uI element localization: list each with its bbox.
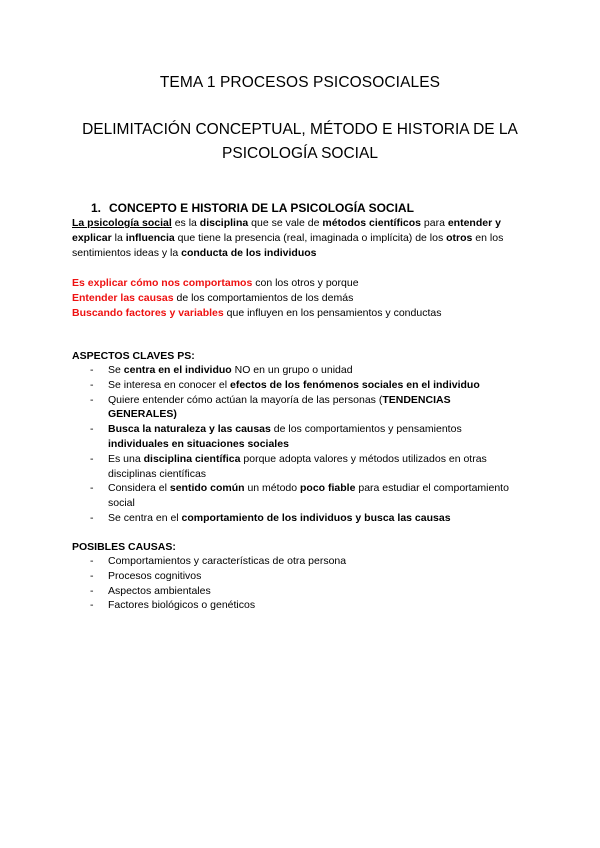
text-run: NO en un grupo o unidad bbox=[231, 364, 353, 376]
list-item-text: Aspectos ambientales bbox=[108, 584, 211, 597]
term-entender: entender y explicar bbox=[72, 217, 501, 244]
text-run: es la bbox=[171, 217, 200, 229]
bold-run: poco fiable bbox=[300, 482, 356, 495]
goals-block bbox=[72, 276, 441, 321]
causas-heading: POSIBLES CAUSAS: bbox=[72, 541, 176, 553]
list-item-text: Procesos cognitivos bbox=[108, 569, 202, 582]
text-run: para estudiar el comportamiento social bbox=[108, 482, 509, 510]
dash-bullet: - bbox=[90, 393, 94, 406]
dash-bullet: - bbox=[90, 584, 94, 597]
goal-highlight: Buscando factores y variables bbox=[72, 307, 224, 319]
dash-bullet: - bbox=[90, 555, 94, 567]
text-run: Se centra en el bbox=[108, 511, 182, 524]
bold-run: comportamiento de los individuos y busca las causas bbox=[181, 511, 451, 524]
list-item bbox=[72, 511, 512, 526]
section-heading bbox=[91, 201, 414, 215]
term-metodos: métodos científicos bbox=[322, 217, 421, 229]
list-item-text: Factores biológicos o genéticos bbox=[108, 599, 256, 612]
text-run: porque adopta valores y métodos utilizados en otras disciplinas científicas bbox=[108, 452, 487, 480]
dash-bullet: - bbox=[90, 511, 94, 524]
text-run: Quiere entender cómo actúan la mayoría de las personas ( bbox=[108, 393, 383, 406]
bold-run: individuales en situaciones sociales bbox=[108, 437, 289, 450]
causas-list bbox=[72, 554, 512, 613]
goal-line bbox=[72, 276, 441, 291]
term-psicologia-social: La psicología social bbox=[72, 217, 172, 229]
section-number: 1. bbox=[91, 201, 102, 215]
goal-highlight: Es explicar cómo nos comportamos bbox=[72, 277, 253, 289]
dash-bullet: - bbox=[90, 599, 94, 612]
list-item-text: Comportamientos y características de otra persona bbox=[108, 555, 347, 567]
list-item bbox=[72, 481, 512, 511]
list-item bbox=[72, 422, 512, 452]
goal-line bbox=[72, 291, 441, 306]
goal-text: con los otros y porque bbox=[252, 277, 359, 289]
list-item bbox=[72, 363, 512, 378]
bold-run: centra en el individuo bbox=[123, 364, 232, 376]
bold-run: efectos de los fenómenos sociales en el individuo bbox=[230, 378, 480, 391]
goal-line bbox=[72, 306, 441, 321]
bold-run: sentido común bbox=[169, 482, 245, 495]
goal-text: de los comportamientos de los demás bbox=[173, 292, 354, 304]
list-item bbox=[72, 378, 512, 393]
text-run: de los comportamientos y pensamientos bbox=[270, 423, 462, 436]
bold-run: disciplina científica bbox=[143, 452, 241, 465]
bold-run: Busca la naturaleza y las causas bbox=[108, 423, 271, 436]
text-run: un método bbox=[244, 482, 300, 495]
definition-paragraph bbox=[72, 216, 532, 261]
list-item bbox=[72, 584, 512, 599]
dash-bullet: - bbox=[90, 378, 94, 391]
document-title: TEMA 1 PROCESOS PSICOSOCIALES bbox=[159, 74, 441, 91]
text-run: que se vale de bbox=[248, 217, 323, 229]
text-run: Se interesa en conocer el bbox=[108, 378, 230, 391]
list-item bbox=[72, 569, 512, 584]
text-run: Es una bbox=[108, 452, 144, 465]
term-otros: otros bbox=[446, 232, 473, 244]
list-item bbox=[72, 393, 512, 423]
bold-run: TENDENCIAS GENERALES) bbox=[108, 393, 451, 421]
list-item bbox=[72, 554, 512, 569]
text-run: Se bbox=[108, 364, 124, 376]
dash-bullet: - bbox=[90, 569, 94, 582]
aspectos-list bbox=[72, 363, 512, 526]
goal-text: que influyen en los pensamientos y conductas bbox=[223, 307, 442, 319]
text-run: en los sentimientos ideas y la bbox=[72, 232, 504, 259]
dash-bullet: - bbox=[90, 482, 94, 495]
list-item bbox=[72, 452, 512, 482]
dash-bullet: - bbox=[90, 423, 94, 436]
section-title: CONCEPTO E HISTORIA DE LA PSICOLOGÍA SOCIAL bbox=[109, 201, 414, 215]
goal-highlight: Entender las causas bbox=[72, 292, 174, 304]
document-subtitle: DELIMITACIÓN CONCEPTUAL, MÉTODO E HISTORIA DE LA PSICOLOGÍA SOCIAL bbox=[82, 121, 518, 162]
text-run: Considera el bbox=[108, 482, 170, 495]
list-item bbox=[72, 598, 512, 613]
text-run: la bbox=[111, 232, 126, 244]
term-influencia: influencia bbox=[125, 232, 175, 244]
aspectos-heading: ASPECTOS CLAVES PS: bbox=[72, 350, 195, 362]
dash-bullet: - bbox=[90, 452, 94, 465]
text-run: que tiene la presencia (real, imaginada o implícita) de los bbox=[174, 232, 447, 244]
text-run: para bbox=[420, 217, 448, 229]
term-disciplina: disciplina bbox=[199, 217, 249, 229]
term-conducta: conducta de los individuos bbox=[181, 247, 317, 259]
dash-bullet: - bbox=[90, 364, 94, 376]
